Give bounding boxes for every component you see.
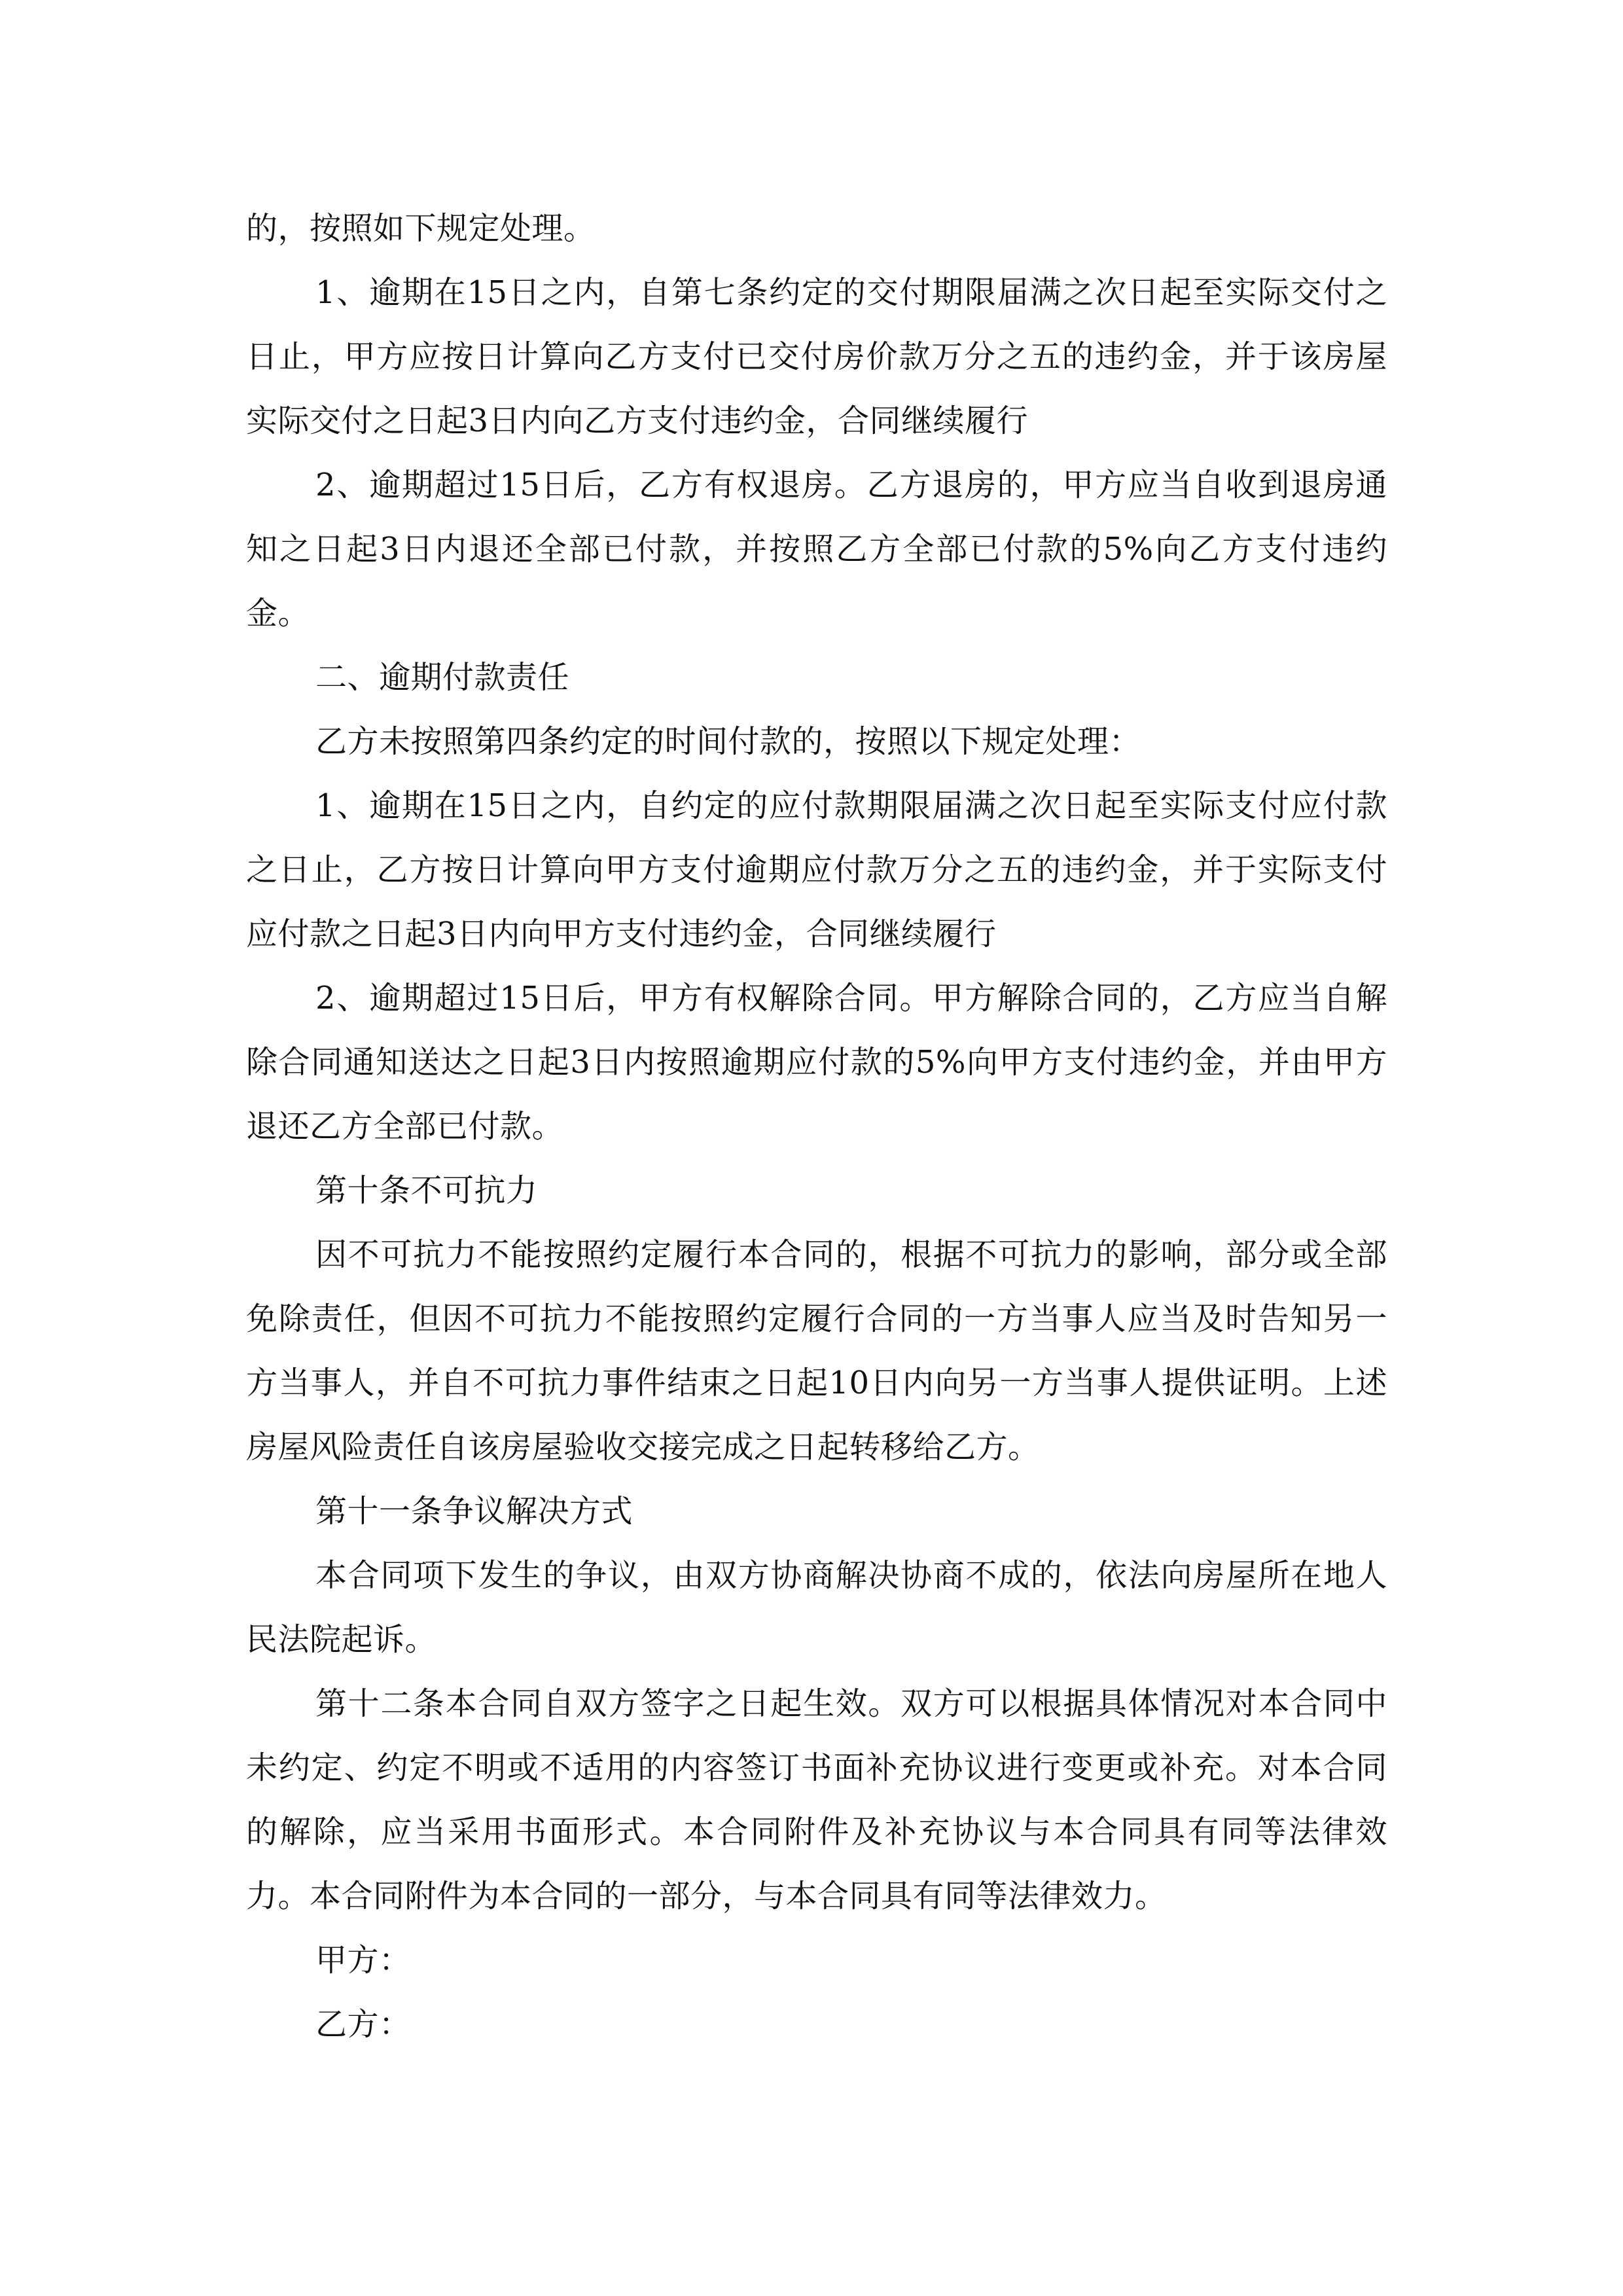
article-heading-force-majeure: 第十条不可抗力 [315, 1172, 538, 1209]
paragraph-force-majeure: 因不可抗力不能按照约定履行本合同的，根据不可抗力的影响，部分或全部免除责任，但因不可抗力不能按照约定履行合同的一方当事人应当及时告知另一方当事人，并自不可抗力事件结束之日起10日内向另一方当事人提供证明。上述房屋风险责任自该房屋验收交接完成之日起转移给乙方。 [246, 1236, 1387, 1465]
signature-party-b: 乙方： [315, 2006, 411, 2043]
section-heading-late-payment: 二、逾期付款责任 [315, 659, 570, 696]
paragraph-effectiveness: 第十二条本合同自双方签字之日起生效。双方可以根据具体情况对本合同中未约定、约定不明或不适用的内容签订书面补充协议进行变更或补充。对本合同的解除，应当采用书面形式。本合同附件及补充协议与本合同具有同等法律效力。本合同附件为本合同的一部分，与本合同具有同等法律效力。 [246, 1685, 1387, 1914]
paragraph-delivery-over-15-days: 2、逾期超过15日后，乙方有权退房。乙方退房的，甲方应当自收到退房通知之日起3日内退还全部已付款，并按照乙方全部已付款的5%向乙方支付违约金。 [246, 467, 1387, 632]
paragraph-late-payment-intro: 乙方未按照第四条约定的时间付款的，按照以下规定处理： [315, 723, 1141, 760]
document-body [246, 196, 1387, 2056]
paragraph-delivery-within-15-days: 1、逾期在15日之内，自第七条约定的交付期限届满之次日起至实际交付之日止，甲方应按日计算向乙方支付已交付房价款万分之五的违约金，并于该房屋实际交付之日起3日内向乙方支付违约金，合同继续履行 [246, 274, 1387, 439]
paragraph-dispute-resolution: 本合同项下发生的争议，由双方协商解决协商不成的，依法向房屋所在地人民法院起诉。 [246, 1557, 1387, 1658]
signature-party-a: 甲方： [315, 1942, 411, 1979]
article-heading-dispute-resolution: 第十一条争议解决方式 [315, 1493, 633, 1530]
paragraph-payment-over-15-days: 2、逾期超过15日后，甲方有权解除合同。甲方解除合同的，乙方应当自解除合同通知送达之日起3日内按照逾期应付款的5%向甲方支付违约金，并由甲方退还乙方全部已付款。 [246, 980, 1387, 1145]
paragraph-payment-within-15-days: 1、逾期在15日之内，自约定的应付款期限届满之次日起至实际支付应付款之日止，乙方按日计算向甲方支付逾期应付款万分之五的违约金，并于实际支付应付款之日起3日内向甲方支付违约金，合同继续履行 [246, 787, 1387, 952]
paragraph-continuation: 的，按照如下规定处理。 [246, 210, 596, 247]
